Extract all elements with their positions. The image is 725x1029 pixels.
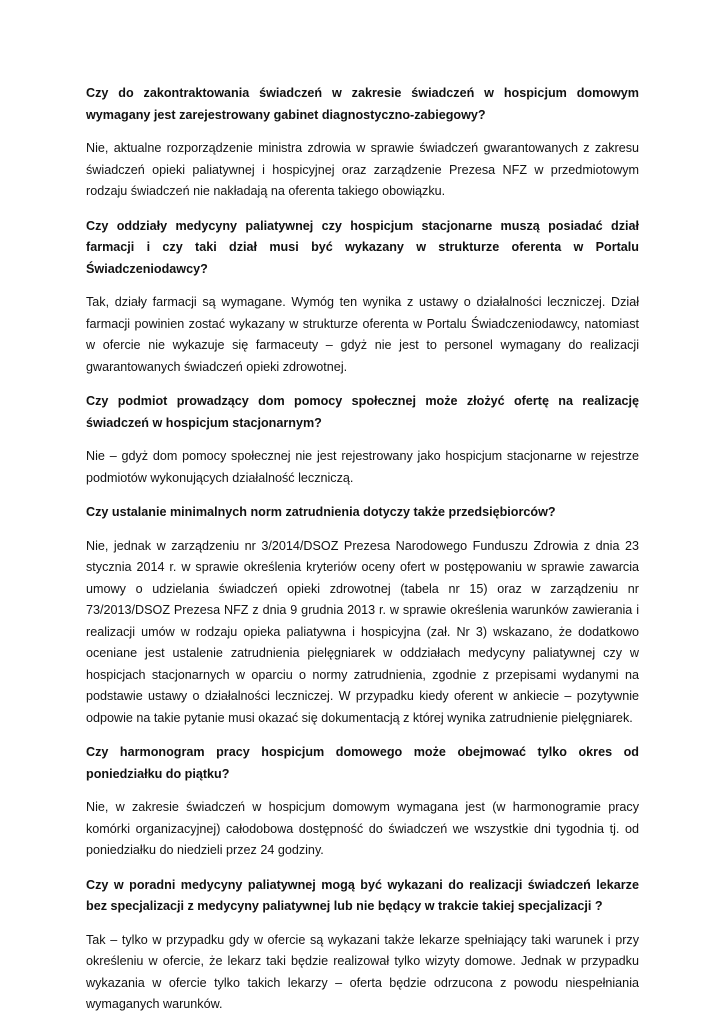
answer-5: Nie, w zakresie świadczeń w hospicjum domowym wymagana jest (w harmonogramie pracy komórki organizacyjnej) całodobowa dostępność do świadczeń we wszystkie dni tygodnia tj. od poniedziałku do niedzieli przez 24 godziny. <box>86 800 639 857</box>
answer-2: Tak, działy farmacji są wymagane. Wymóg ten wynika z ustawy o działalności leczniczej. Dział farmacji powinien zostać wykazany w strukturze oferenta w Portalu Świadczeniodawcy, natomiast w ofercie nie wykazuje się farmaceuty – gdyż nie jest to personel wymagany do realizacji gwarantowanych świadczeń opieki zdrowotnej. <box>86 295 639 374</box>
question-1: Czy do zakontraktowania świadczeń w zakresie świadczeń w hospicjum domowym wymagany jest zarejestrowany gabinet diagnostyczno-zabiegowy? <box>86 86 639 122</box>
answer-4: Nie, jednak w zarządzeniu nr 3/2014/DSOZ Prezesa Narodowego Funduszu Zdrowia z dnia 23 stycznia 2014 r. w sprawie określenia kryteriów oceny ofert w postępowaniu w sprawie zawarcia umowy o udzielania świadczeń opieki zdrowotnej (tabela nr 15) oraz w zarządzeniu nr 73/2013/DSOZ Prezesa NFZ z dnia 9 grudnia 2013 r. w sprawie określenia warunków zawierania i realizacji umów w rodzaju opieka paliatywna i hospicyjna (zał. Nr 3) wskazano, że dodatkowo oceniane jest ustalenie zatrudnienia pielęgniarek w oddziałach medycyny paliatywnej czy w hospicjach stacjonarnych w oparciu o normy zatrudnienia, zgodnie z przepisami wydanymi na podstawie ustawy o działalności leczniczej. W przypadku kiedy oferent w ankiecie – pozytywnie odpowie na takie pytanie musi okazać się dokumentacją z której wynika zatrudnienie pielęgniarek. <box>86 538 639 725</box>
answer-3: Nie – gdyż dom pomocy społecznej nie jest rejestrowany jako hospicjum stacjonarne w rejestrze podmiotów wykonujących działalność leczniczą. <box>86 449 639 485</box>
qa-item-5 <box>86 742 639 862</box>
qa-item-1 <box>86 83 639 203</box>
question-3: Czy podmiot prowadzący dom pomocy społecznej może złożyć ofertę na realizację świadczeń w hospicjum stacjonarnym? <box>86 394 639 430</box>
question-4: Czy ustalanie minimalnych norm zatrudnienia dotyczy także przedsiębiorców? <box>86 505 556 519</box>
document-page <box>86 83 639 1029</box>
qa-item-6 <box>86 875 639 1016</box>
qa-item-2 <box>86 216 639 379</box>
qa-item-4 <box>86 502 639 729</box>
answer-1: Nie, aktualne rozporządzenie ministra zdrowia w sprawie świadczeń gwarantowanych z zakresu świadczeń opieki paliatywnej i hospicyjnej oraz zarządzenie Prezesa NFZ w przedmiotowym rodzaju świadczeń nie nakładają na oferenta takiego obowiązku. <box>86 141 639 198</box>
question-2: Czy oddziały medycyny paliatywnej czy hospicjum stacjonarne muszą posiadać dział farmacji i czy taki dział musi być wykazany w strukturze oferenta w Portalu Świadczeniodawcy? <box>86 218 639 276</box>
question-5: Czy harmonogram pracy hospicjum domowego może obejmować tylko okres od poniedziałku do piątku? <box>86 745 639 781</box>
question-6: Czy w poradni medycyny paliatywnej mogą być wykazani do realizacji świadczeń lekarze bez specjalizacji z medycyny paliatywnej lub nie będący w trakcie takiej specjalizacji ? <box>86 877 639 913</box>
qa-item-3 <box>86 391 639 489</box>
answer-6: Tak – tylko w przypadku gdy w ofercie są wykazani także lekarze spełniający taki warunek i przy określeniu w ofercie, że lekarz taki będzie realizował tylko wizyty domowe. Jednak w przypadku wykazania w ofercie tylko takich lekarzy – oferta będzie odrzucona z powodu niespełniania wymaganych warunków. <box>86 932 639 1011</box>
